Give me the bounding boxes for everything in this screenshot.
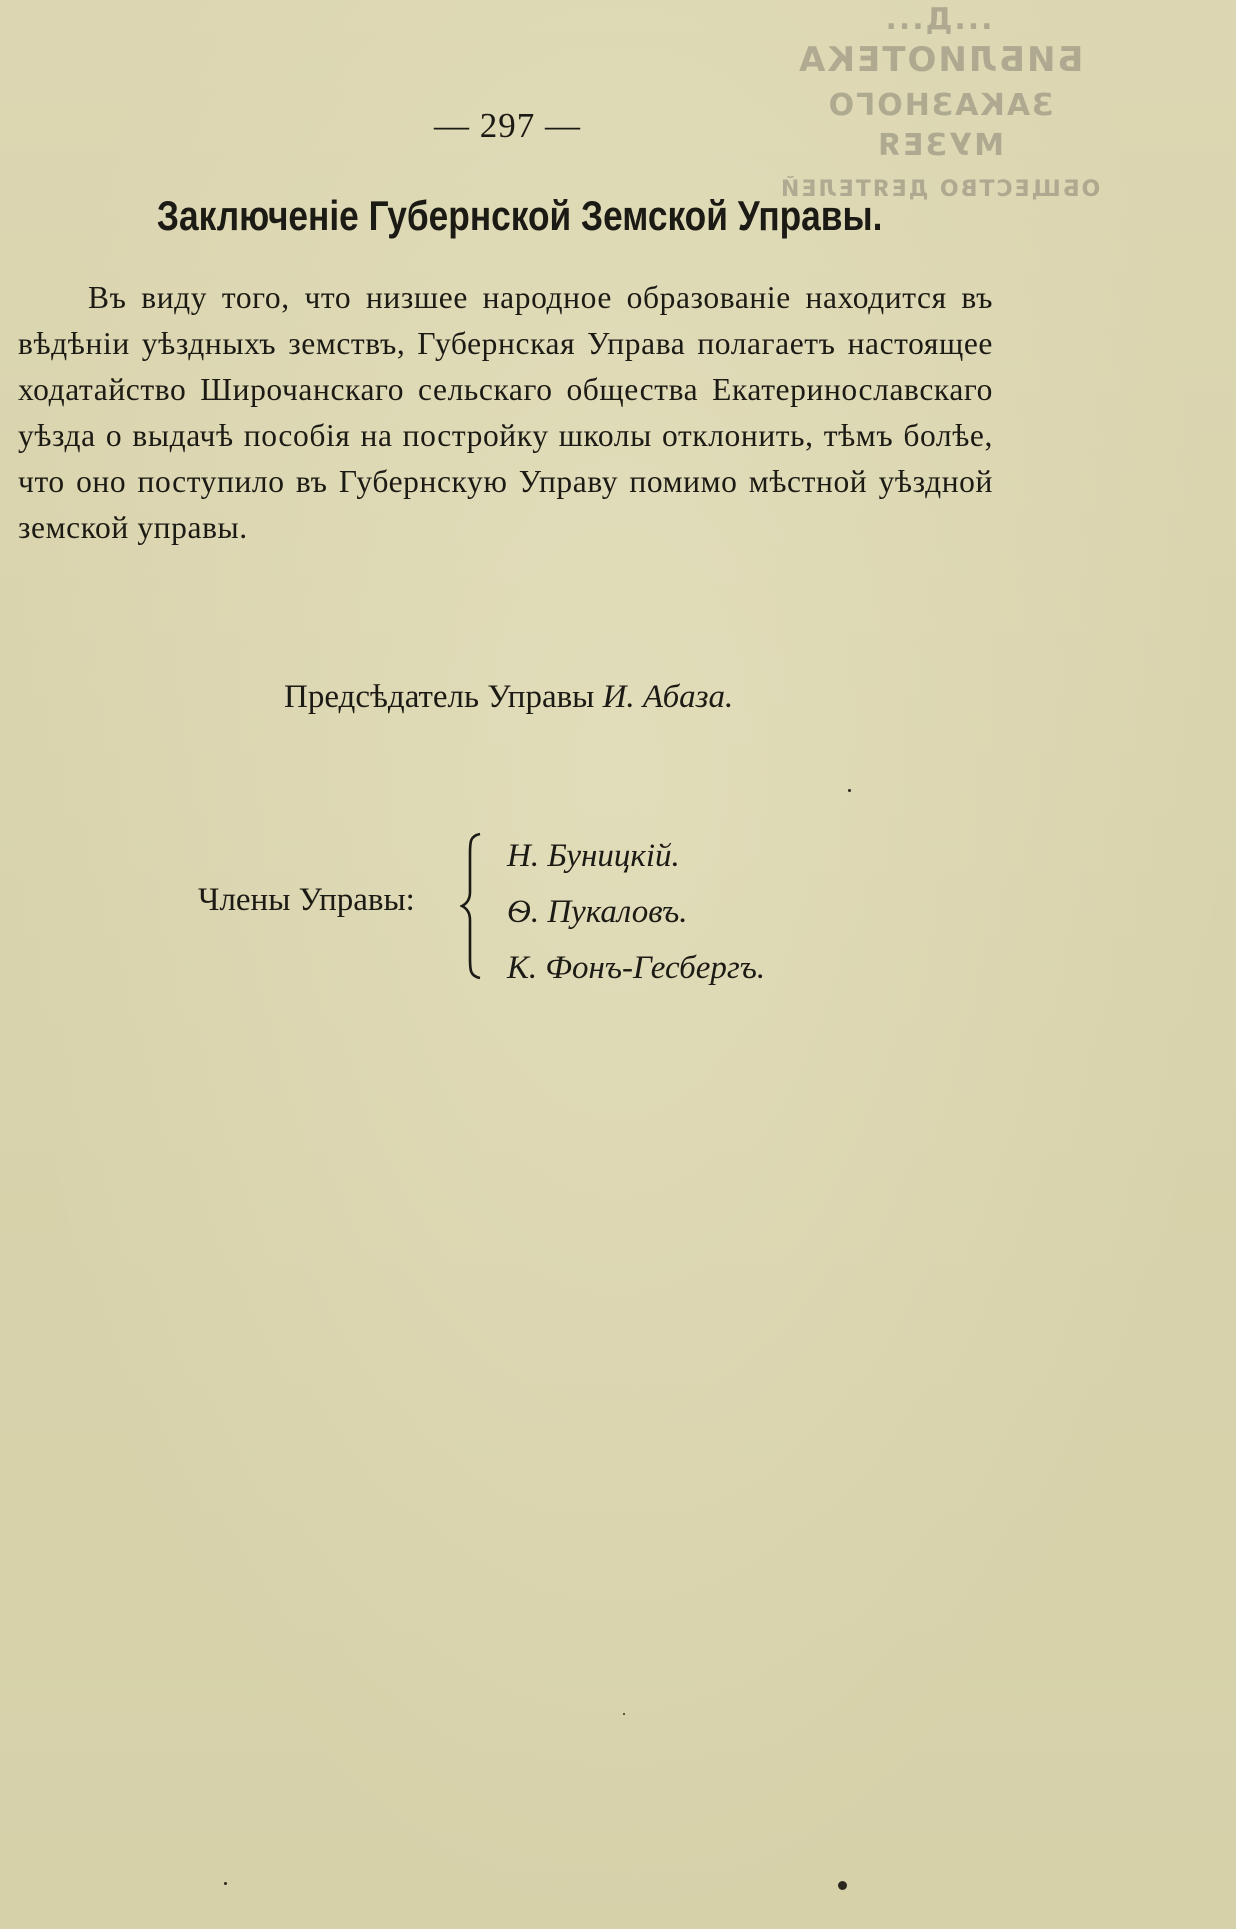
stamp-line-2: БИБЛИОТЕКА	[796, 40, 1084, 80]
body-paragraph: Въ виду того, что низшее народное образованiе находится въ вѣдѣнiи уѣздныхъ земствъ, Губернская Управа полагаетъ настоящее ходатайство Широчанскаго сельскаго общества Екатеринославскаго уѣзда о выдачѣ пособiя на постройку школы отклонить, тѣмъ болѣе, что оно поступило въ Губернскую Управу помимо мѣстной уѣздной земской управы.	[18, 280, 993, 545]
speck-mark	[838, 1881, 847, 1890]
stamp-line-1: ...Д...	[885, 2, 995, 37]
curly-brace-icon	[460, 832, 490, 980]
member-name: К. Фонъ-Гесбергъ.	[507, 950, 766, 986]
speck-mark	[623, 1713, 625, 1715]
member-name: Н. Буницкiй.	[507, 838, 680, 874]
chairman-signature	[284, 679, 733, 716]
chairman-label: Предсѣдатель Управы	[284, 679, 595, 715]
stamp-line-4: ОБЩЕСТВО ДЕЯТЕЛЕЙ	[779, 177, 1101, 202]
stamp-line-3: ЗАКАЗНОГО МУЗЕЯ	[826, 88, 1054, 163]
speck-mark	[848, 789, 851, 792]
section-heading: Заключенiе Губернской Земской Управы.	[156, 192, 883, 239]
member-name: Ѳ. Пукаловъ.	[507, 894, 688, 930]
chairman-name: И. Абаза.	[602, 679, 734, 715]
speck-mark	[224, 1882, 227, 1885]
members-list	[507, 828, 765, 996]
members-label: Члены Управы:	[198, 882, 415, 918]
page-number: — 297 —	[434, 106, 581, 145]
